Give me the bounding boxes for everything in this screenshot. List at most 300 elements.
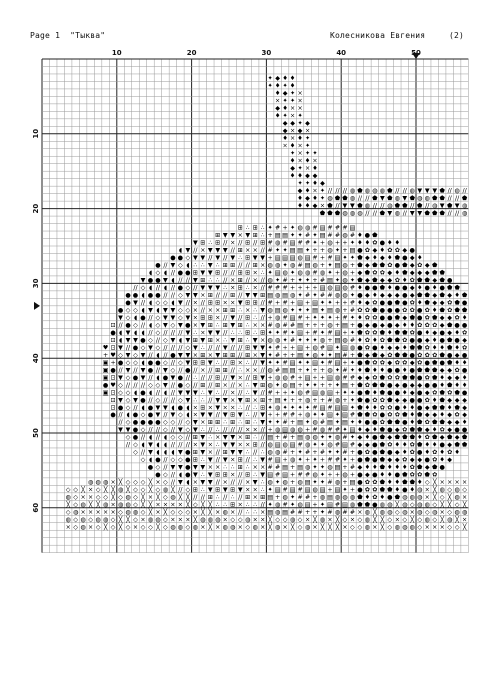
stitch-symbol: ▼ — [177, 321, 183, 329]
stitch-symbol: ✿ — [364, 336, 370, 344]
stitch-symbol: ◆ — [379, 254, 385, 262]
stitch-symbol: ♦ — [439, 411, 445, 419]
stitch-symbol: ◇ — [148, 336, 153, 344]
stitch-symbol: ◇ — [417, 516, 423, 524]
stitch-symbol: ✦ — [327, 299, 333, 307]
stitch-symbol: ✦ — [267, 419, 273, 427]
stitch-symbol: ◆ — [409, 456, 415, 464]
stitch-symbol: ◇ — [125, 389, 131, 397]
stitch-symbol: ◍ — [282, 374, 288, 382]
stitch-symbol: ✿ — [387, 262, 393, 270]
stitch-symbol: ∴ — [245, 411, 250, 419]
stitch-symbol: ▤ — [342, 321, 348, 329]
stitch-symbol: ✦ — [327, 314, 333, 322]
stitch-symbol: ✿ — [379, 336, 385, 344]
stitch-symbol: ◇ — [170, 456, 176, 464]
stitch-symbol: ✦ — [349, 314, 356, 322]
stitch-symbol: ◆ — [379, 277, 385, 285]
stitch-symbol: ▼ — [133, 336, 138, 344]
stitch-symbol: ⊞ — [222, 471, 228, 479]
stitch-symbol: ◇ — [177, 396, 183, 404]
stitch-symbol: ♦ — [431, 284, 438, 292]
stitch-symbol: // — [260, 426, 265, 434]
stitch-symbol: ✿ — [424, 434, 430, 442]
stitch-symbol: × — [88, 494, 94, 502]
stitch-symbol: ⊞ — [252, 224, 258, 232]
stitch-symbol: ⬟ — [387, 486, 393, 494]
stitch-symbol: ⬟ — [357, 254, 363, 262]
column-tick-label: 20 — [186, 49, 197, 57]
stitch-symbol: ⬟ — [446, 344, 453, 352]
stitch-symbol: × — [439, 479, 445, 487]
stitch-symbol: // — [155, 336, 161, 344]
stitch-symbol: × — [282, 523, 288, 531]
stitch-symbol: ▼ — [230, 434, 236, 442]
stitch-symbol: ▤ — [312, 359, 318, 367]
stitch-symbol: // — [223, 314, 228, 322]
stitch-symbol: × — [439, 508, 445, 516]
stitch-symbol: ◍ — [349, 187, 356, 195]
stitch-symbol: ⬟ — [379, 389, 386, 397]
stitch-symbol: ♦ — [379, 344, 386, 352]
stitch-symbol: ● — [394, 307, 401, 315]
stitch-symbol: ⊡ — [110, 374, 116, 382]
stitch-symbol: ◇ — [155, 396, 161, 404]
stitch-symbol: ╳ — [103, 486, 108, 494]
stitch-symbol: ◇ — [118, 508, 123, 516]
stitch-symbol: // — [223, 359, 228, 367]
stitch-symbol: ◆ — [394, 344, 400, 352]
stitch-symbol: ◍ — [319, 494, 326, 502]
stitch-symbol: ◇ — [73, 516, 79, 524]
stitch-symbol: // — [163, 396, 168, 404]
stitch-symbol: // — [148, 426, 153, 434]
stitch-symbol: ⊞ — [192, 359, 198, 367]
stitch-symbol: ✦ — [275, 359, 281, 367]
stitch-symbol: ♦ — [357, 314, 363, 322]
stitch-symbol: ✦ — [267, 351, 273, 359]
stitch-symbol: ✦ — [267, 486, 273, 494]
stitch-symbol: ∴ — [215, 501, 220, 509]
stitch-symbol: // — [223, 494, 228, 502]
stitch-symbol: ● — [409, 366, 415, 374]
stitch-symbol: // — [208, 344, 213, 352]
stitch-symbol: ♦ — [454, 359, 460, 367]
stitch-symbol: ⊡ — [110, 321, 116, 329]
stitch-symbol: ∴ — [230, 494, 235, 502]
stitch-symbol: ✦ — [319, 411, 326, 419]
stitch-symbol: ∴ — [238, 419, 243, 427]
stitch-symbol: × — [230, 239, 236, 247]
stitch-symbol: ▼ — [207, 359, 213, 367]
stitch-symbol: ◍ — [349, 209, 356, 217]
stitch-symbol: # — [319, 344, 326, 352]
stitch-symbol: ⊞ — [192, 486, 198, 494]
stitch-symbol: ⊞ — [245, 254, 251, 262]
stitch-symbol: ◖ — [133, 389, 138, 397]
stitch-symbol: ⊞ — [230, 501, 236, 509]
stitch-symbol: ● — [372, 344, 378, 352]
stitch-symbol: ✦ — [349, 254, 356, 262]
stitch-symbol: ◇ — [125, 374, 131, 382]
stitch-symbol: ╳ — [148, 479, 153, 487]
stitch-symbol: ♦ — [372, 389, 378, 397]
stitch-symbol: ⊞ — [230, 486, 236, 494]
stitch-symbol: ⬟ — [394, 434, 400, 442]
stitch-symbol: ● — [379, 299, 386, 307]
stitch-symbol: ⬟ — [379, 374, 386, 382]
stitch-symbol: × — [237, 232, 243, 240]
stitch-symbol: ╳ — [410, 516, 415, 524]
stitch-symbol: × — [147, 494, 154, 502]
stitch-symbol: ◖ — [163, 284, 168, 292]
stitch-symbol: ● — [155, 419, 161, 427]
stitch-symbol: # — [304, 449, 311, 457]
stitch-symbol: ⬟ — [439, 419, 445, 427]
stitch-symbol: ◆ — [447, 426, 453, 434]
stitch-symbol: ◆ — [424, 269, 430, 277]
stitch-symbol: × — [155, 508, 161, 516]
stitch-symbol: ⬟ — [357, 202, 363, 210]
stitch-symbol: ◍ — [379, 508, 386, 516]
stitch-symbol: ⬟ — [402, 434, 408, 442]
stitch-symbol: ● — [387, 314, 393, 322]
stitch-symbol: ◇ — [140, 486, 146, 494]
stitch-symbol: ▼ — [125, 366, 131, 374]
stitch-symbol: ⊡ — [110, 404, 116, 412]
stitch-symbol: ● — [117, 359, 124, 367]
stitch-symbol: + — [342, 239, 348, 247]
stitch-symbol: ● — [117, 307, 124, 315]
stitch-symbol: ▼ — [133, 299, 138, 307]
stitch-symbol: ✦ — [282, 247, 288, 255]
stitch-symbol: ▣ — [102, 389, 109, 397]
stitch-symbol: ✿ — [372, 374, 378, 382]
stitch-symbol: // — [148, 351, 153, 359]
stitch-symbol: ◖ — [156, 307, 160, 315]
stitch-symbol: ◍ — [304, 269, 311, 277]
stitch-symbol: × — [245, 426, 251, 434]
stitch-symbol: ▼ — [230, 441, 236, 449]
stitch-symbol: ◆ — [282, 127, 288, 135]
stitch-symbol: ✦ — [334, 381, 341, 389]
stitch-symbol: ✿ — [387, 411, 393, 419]
stitch-symbol: ╳ — [432, 479, 437, 487]
stitch-symbol: // — [425, 202, 430, 210]
stitch-symbol: ✿ — [364, 381, 370, 389]
stitch-symbol: # — [282, 411, 288, 419]
stitch-symbol: ✦ — [319, 314, 326, 322]
stitch-symbol: ⬟ — [379, 284, 386, 292]
stitch-symbol: ⊡ — [110, 396, 116, 404]
stitch-symbol: ◆ — [282, 120, 288, 128]
stitch-symbol: ⬟ — [432, 419, 438, 427]
stitch-symbol: ✿ — [402, 456, 408, 464]
stitch-symbol: // — [253, 449, 258, 457]
stitch-symbol: ⬟ — [387, 419, 393, 427]
stitch-symbol: ◆ — [454, 419, 460, 427]
stitch-symbol: ◇ — [170, 419, 176, 427]
stitch-symbol: ▼ — [245, 292, 251, 300]
sheet-number: (2) — [449, 31, 465, 40]
stitch-symbol: // — [455, 209, 460, 217]
stitch-symbol: ╳ — [178, 494, 183, 502]
stitch-symbol: ▤ — [282, 254, 289, 262]
stitch-symbol: ⬟ — [372, 351, 378, 359]
stitch-symbol: ◍ — [364, 508, 371, 516]
stitch-symbol: ◍ — [170, 523, 176, 531]
stitch-symbol: ◆ — [424, 426, 430, 434]
stitch-symbol: ● — [185, 471, 191, 479]
stitch-symbol: ▼ — [439, 202, 445, 210]
stitch-symbol: ⬟ — [379, 262, 386, 270]
stitch-symbol: ◍ — [297, 389, 303, 397]
stitch-symbol: ⊞ — [260, 404, 266, 412]
stitch-symbol: ◆ — [364, 441, 370, 449]
stitch-symbol: ✿ — [372, 239, 378, 247]
stitch-symbol: ✿ — [402, 359, 408, 367]
stitch-symbol: ◆ — [297, 127, 303, 135]
stitch-symbol: ◍ — [304, 396, 311, 404]
stitch-symbol: ◍ — [274, 321, 281, 329]
stitch-symbol: ✿ — [447, 389, 453, 397]
stitch-symbol: × — [424, 494, 430, 502]
stitch-symbol: ∴ — [208, 277, 213, 285]
stitch-symbol: // — [223, 426, 228, 434]
stitch-symbol: × — [215, 434, 221, 442]
stitch-symbol: ◍ — [102, 516, 109, 524]
stitch-symbol: ● — [155, 262, 161, 270]
stitch-symbol: ◇ — [245, 523, 251, 531]
stitch-symbol: ⊞ — [237, 456, 243, 464]
stitch-symbol: ✿ — [432, 456, 438, 464]
stitch-symbol: ✦ — [349, 329, 356, 337]
stitch-symbol: ● — [132, 344, 139, 352]
stitch-symbol: ⬟ — [439, 404, 445, 412]
stitch-symbol: ● — [372, 501, 378, 509]
stitch-symbol: ● — [364, 396, 371, 404]
stitch-symbol: ◆ — [372, 247, 378, 255]
stitch-symbol: ✿ — [409, 471, 415, 479]
stitch-symbol: // — [223, 269, 228, 277]
stitch-symbol: ⬟ — [402, 374, 408, 382]
stitch-symbol: # — [282, 277, 288, 285]
stitch-symbol: ✦ — [319, 359, 326, 367]
stitch-symbol: ▤ — [289, 486, 296, 494]
stitch-symbol: ▼ — [185, 389, 191, 397]
stitch-symbol: ◇ — [140, 479, 146, 487]
stitch-symbol: # — [312, 269, 318, 277]
stitch-symbol: ◍ — [327, 441, 333, 449]
stitch-symbol: ◆ — [364, 299, 370, 307]
stitch-symbol: ⊞ — [192, 336, 198, 344]
stitch-symbol: # — [267, 299, 273, 307]
stitch-symbol: ⊞ — [252, 374, 258, 382]
stitch-symbol: ⊞ — [192, 449, 198, 457]
stitch-symbol: ▼ — [230, 321, 236, 329]
stitch-symbol: × — [252, 486, 258, 494]
stitch-symbol: ✿ — [409, 299, 415, 307]
stitch-symbol: // — [185, 299, 190, 307]
stitch-symbol: ◍ — [282, 269, 288, 277]
stitch-symbol: + — [289, 277, 296, 285]
stitch-symbol: # — [349, 508, 356, 516]
stitch-symbol: ✦ — [334, 411, 341, 419]
stitch-symbol: + — [319, 239, 326, 247]
stitch-symbol: ● — [387, 321, 393, 329]
stitch-symbol: ◍ — [304, 464, 311, 472]
stitch-symbol: × — [312, 523, 318, 531]
stitch-symbol: ╳ — [200, 501, 205, 509]
stitch-symbol: ▼ — [260, 359, 266, 367]
stitch-symbol: // — [170, 396, 175, 404]
stitch-symbol: × — [260, 321, 266, 329]
stitch-symbol: ◆ — [290, 120, 295, 128]
stitch-symbol: ✿ — [364, 307, 370, 315]
stitch-symbol: ● — [424, 359, 430, 367]
stitch-symbol: ● — [417, 396, 423, 404]
stitch-symbol: ▼ — [432, 187, 438, 195]
stitch-symbol: ● — [394, 389, 401, 397]
stitch-symbol: ✿ — [364, 314, 370, 322]
stitch-symbol: ● — [185, 456, 191, 464]
stitch-symbol: ● — [185, 269, 191, 277]
stitch-symbol: ◇ — [133, 359, 138, 367]
stitch-symbol: ∴ — [223, 336, 228, 344]
stitch-symbol: ◇ — [155, 464, 161, 472]
stitch-symbol: // — [208, 374, 213, 382]
stitch-symbol: × — [372, 523, 378, 531]
stitch-symbol: ✦ — [319, 194, 326, 202]
stitch-symbol: × — [454, 479, 460, 487]
stitch-symbol: // — [342, 187, 348, 195]
stitch-symbol: ◇ — [163, 419, 168, 427]
stitch-symbol: ⬟ — [424, 277, 430, 285]
stitch-symbol: ▼ — [163, 366, 168, 374]
stitch-symbol: ● — [147, 366, 154, 374]
stitch-symbol: // — [163, 292, 168, 300]
stitch-symbol: ◇ — [170, 508, 176, 516]
stitch-symbol: ● — [461, 426, 468, 434]
stitch-symbol: ▼ — [260, 307, 266, 315]
stitch-symbol: ▼ — [230, 374, 236, 382]
stitch-symbol: ◍ — [327, 366, 333, 374]
stitch-symbol: ◍ — [125, 494, 131, 502]
stitch-symbol: × — [260, 508, 266, 516]
stitch-symbol: ◇ — [140, 456, 146, 464]
stitch-symbol: ● — [461, 299, 468, 307]
stitch-symbol: ◆ — [432, 292, 438, 300]
stitch-symbol: ⬟ — [394, 314, 400, 322]
stitch-symbol: ▼ — [260, 411, 266, 419]
stitch-symbol: ▤ — [319, 232, 326, 240]
stitch-symbol: + — [327, 486, 333, 494]
stitch-symbol: // — [380, 202, 385, 210]
stitch-symbol: ◍ — [342, 232, 348, 240]
stitch-symbol: ▼ — [230, 336, 236, 344]
stitch-symbol: ▼ — [252, 479, 258, 487]
stitch-symbol: ⬟ — [387, 396, 393, 404]
stitch-symbol: ♦ — [357, 366, 363, 374]
stitch-symbol: ● — [155, 456, 161, 464]
stitch-symbol: ▼ — [237, 486, 243, 494]
stitch-symbol: // — [238, 494, 243, 502]
stitch-symbol: ◇ — [163, 336, 168, 344]
stitch-symbol: # — [297, 441, 303, 449]
stitch-symbol: ▤ — [297, 434, 303, 442]
stitch-symbol: ╳ — [126, 516, 130, 524]
stitch-symbol: ✿ — [447, 307, 453, 315]
stitch-symbol: ◆ — [357, 374, 363, 382]
stitch-symbol: ╳ — [432, 494, 437, 502]
stitch-symbol: // — [200, 494, 205, 502]
stitch-symbol: ◆ — [394, 426, 400, 434]
stitch-symbol: × — [462, 516, 468, 524]
stitch-symbol: + — [275, 389, 281, 397]
stitch-symbol: + — [312, 277, 318, 285]
stitch-symbol: ◆ — [409, 254, 415, 262]
stitch-symbol: ▣ — [102, 359, 109, 367]
stitch-symbol: ● — [125, 299, 131, 307]
stitch-symbol: ⊞ — [245, 314, 251, 322]
stitch-symbol: ◆ — [409, 284, 415, 292]
stitch-symbol: ◆ — [305, 172, 310, 180]
stitch-symbol: ⬟ — [409, 426, 415, 434]
stitch-symbol: ♦ — [387, 284, 393, 292]
stitch-symbol: # — [282, 486, 288, 494]
stitch-symbol: ▼ — [192, 239, 198, 247]
stitch-symbol: ∴ — [253, 404, 258, 412]
stitch-symbol: ◇ — [170, 434, 176, 442]
stitch-symbol: ♥ — [110, 351, 116, 359]
stitch-symbol: ╳ — [103, 523, 108, 531]
stitch-symbol: ⊞ — [222, 321, 228, 329]
stitch-symbol: ✿ — [454, 366, 460, 374]
stitch-symbol: ◍ — [312, 351, 318, 359]
stitch-symbol: ∴ — [260, 486, 265, 494]
stitch-symbol: × — [222, 479, 228, 487]
stitch-symbol: × — [110, 501, 116, 509]
stitch-symbol: ✦ — [312, 456, 318, 464]
stitch-symbol: ◍ — [80, 516, 86, 524]
stitch-symbol: ♦ — [454, 329, 460, 337]
stitch-symbol: // — [215, 449, 220, 457]
stitch-symbol: ✿ — [417, 359, 423, 367]
stitch-symbol: // — [245, 277, 250, 285]
stitch-symbol: ✦ — [289, 224, 296, 232]
stitch-symbol: ◍ — [424, 501, 430, 509]
stitch-symbol: ⊞ — [260, 381, 266, 389]
stitch-symbol: ⊞ — [237, 321, 243, 329]
stitch-symbol: ♦ — [394, 269, 401, 277]
stitch-symbol: + — [297, 396, 303, 404]
stitch-symbol: // — [193, 366, 198, 374]
stitch-symbol: ◆ — [364, 471, 370, 479]
stitch-symbol: # — [349, 441, 356, 449]
stitch-symbol: × — [462, 479, 468, 487]
stitch-symbol: ● — [147, 464, 154, 472]
stitch-symbol: ▤ — [289, 381, 296, 389]
stitch-symbol: + — [275, 411, 281, 419]
stitch-symbol: ⊞ — [230, 351, 236, 359]
stitch-symbol: ▼ — [207, 329, 213, 337]
stitch-symbol: ✦ — [289, 232, 296, 240]
stitch-symbol: ⬟ — [379, 434, 386, 442]
stitch-symbol: ⬟ — [364, 359, 371, 367]
stitch-symbol: # — [342, 351, 348, 359]
stitch-symbol: ▼ — [200, 254, 206, 262]
stitch-symbol: ⬟ — [454, 441, 460, 449]
